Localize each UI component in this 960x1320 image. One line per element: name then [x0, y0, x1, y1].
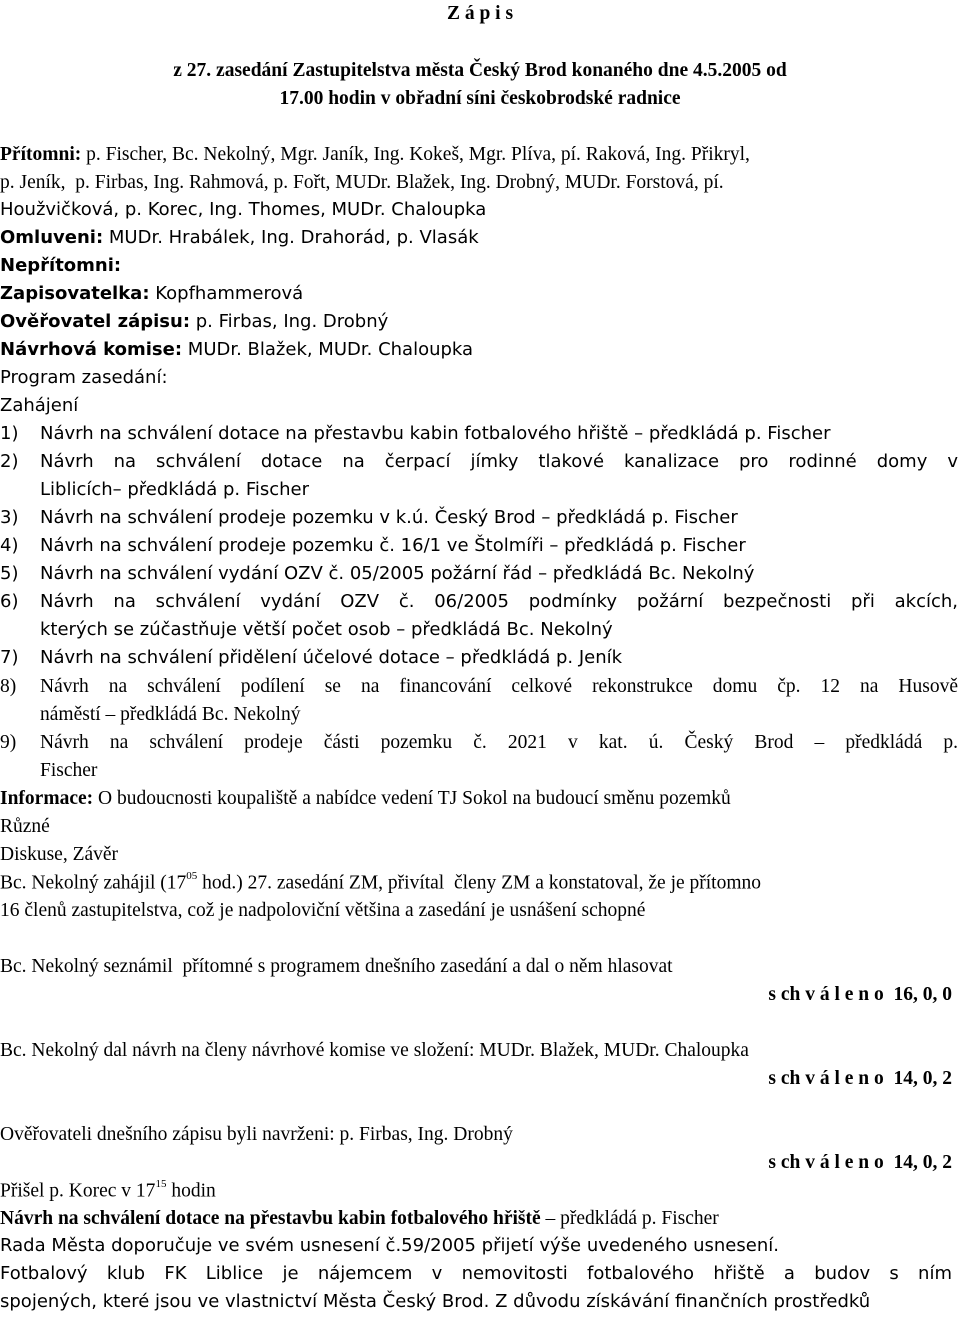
agenda-item: [0, 649, 960, 667]
committee-line: [0, 341, 960, 359]
agenda-number: 8): [0, 676, 17, 697]
verifier-value: p. Firbas, Ing. Drobný: [190, 311, 389, 332]
agenda-item: [0, 565, 960, 583]
misc-item: Různé: [0, 816, 50, 837]
info-label: Informace:: [0, 788, 94, 809]
info-line: [0, 789, 960, 809]
document-subtitle-line1: z 27. zasedání Zastupitelstva města Český Brod konaného dne 4.5.2005 od: [173, 60, 787, 81]
arrival-line: Přišel p. Korec v $17^{15}$ hodin: [0, 1178, 216, 1202]
present-line2: p. Jeník, p. Firbas, Ing. Rahmová, p. Fořt, MUDr. Blažek, Ing. Drobný, MUDr. Forstová, pí.: [0, 172, 724, 193]
vote3-text: Ověřovateli dnešního zápisu byli navrženi: p. Firbas, Ing. Drobný: [0, 1124, 513, 1145]
agenda-number: 2): [0, 451, 19, 472]
recorder-line: [0, 285, 960, 303]
agenda-item: [0, 733, 960, 753]
club-paragraph-line1: Fotbalový klub FK Liblice je nájemcem v nemovitosti fotbalového hřiště a budov s ním: [0, 1263, 952, 1284]
agenda-text: Liblicích– předkládá p. Fischer: [40, 479, 310, 500]
agenda-item-continued: [0, 621, 960, 639]
vote2-text: Bc. Nekolný dal návrh na členy návrhové komise ve složení: MUDr. Blažek, MUDr. Chaloupka: [0, 1040, 749, 1061]
agenda-text: Návrh na schválení přidělení účelové dotace – předkládá p. Jeník: [40, 647, 623, 668]
present-line1: [0, 145, 960, 165]
agenda-text: Návrh na schválení vydání OZV č. 06/2005 podmínky požární bezpečnosti při akcích,: [40, 591, 958, 612]
vote3-result: s ch v á l e n o 14, 0, 2: [768, 1152, 952, 1173]
opening-paragraph-line2: 16 členů zastupitelstva, což je nadpoloviční většina a zasedání je usnášení schopné: [0, 900, 646, 921]
agenda-text: Fischer: [40, 760, 98, 781]
agenda-item: [0, 453, 960, 471]
present-label: Přítomni:: [0, 144, 82, 165]
agenda-number: 4): [0, 535, 19, 556]
agenda-item-continued: [0, 705, 960, 725]
agenda-number: 3): [0, 507, 19, 528]
opening-item: Zahájení: [0, 395, 79, 416]
agenda-number: 7): [0, 647, 19, 668]
agenda-text: Návrh na schválení dotace na přestavbu kabin fotbalového hřiště – předkládá p. Fischer: [40, 423, 831, 444]
item1-heading-rest: – předkládá p. Fischer: [540, 1208, 719, 1229]
absent-label: Nepřítomni:: [0, 255, 122, 276]
present-value-1: p. Fischer, Bc. Nekolný, Mgr. Janík, Ing. Kokeš, Mgr. Plíva, pí. Raková, Ing. Přikryl,: [81, 144, 750, 165]
time-superscript: 05: [186, 870, 198, 882]
time-superscript: 15: [155, 1178, 167, 1190]
excused-value: MUDr. Hrabálek, Ing. Drahorád, p. Vlasák: [103, 227, 479, 248]
document-subtitle-line2: 17.00 hodin v obřadní síni českobrodské radnice: [279, 88, 681, 109]
item1-heading-bold: Návrh na schválení dotace na přestavbu kabin fotbalového hřiště: [0, 1208, 541, 1229]
recorder-label: Zapisovatelka:: [0, 283, 150, 304]
verifier-label: Ověřovatel zápisu:: [0, 311, 191, 332]
committee-value: MUDr. Blažek, MUDr. Chaloupka: [182, 339, 474, 360]
excused-label: Omluveni:: [0, 227, 104, 248]
document-title: Z á p i s: [446, 3, 514, 24]
agenda-text: Návrh na schválení prodeje pozemku v k.ú. Český Brod – předkládá p. Fischer: [40, 507, 738, 528]
agenda-item-continued: [0, 481, 960, 499]
vote2-result: s ch v á l e n o 14, 0, 2: [768, 1068, 952, 1089]
info-value: O budoucnosti koupaliště a nabídce vedení TJ Sokol na budoucí směnu pozemků: [93, 788, 731, 809]
agenda-item: [0, 425, 960, 443]
program-label: Program zasedání:: [0, 367, 168, 388]
agenda-number: 1): [0, 423, 19, 444]
agenda-number: 6): [0, 591, 19, 612]
agenda-item: [0, 509, 960, 527]
agenda-text: kterých se zúčastňuje větší počet osob – předkládá Bc. Nekolný: [40, 619, 613, 640]
recorder-value: Kopfhammerová: [149, 283, 304, 304]
agenda-text: Návrh na schválení dotace na čerpací jímky tlakové kanalizace pro rodinné domy v: [40, 451, 958, 472]
vote1-text: Bc. Nekolný seznámil přítomné s programem dnešního zasedání a dal o něm hlasovat: [0, 956, 673, 977]
agenda-item-continued: [0, 761, 960, 781]
agenda-text: Návrh na schválení prodeje části pozemku č. 2021 v kat. ú. Český Brod – předkládá p.: [40, 732, 958, 753]
verifier-line: [0, 313, 960, 331]
item1-heading: [0, 1209, 960, 1229]
committee-label: Návrhová komise:: [0, 339, 183, 360]
agenda-number: 5): [0, 563, 19, 584]
club-paragraph-line2: spojených, které jsou ve vlastnictví Města Český Brod. Z důvodu získávání finančních prostředků: [0, 1291, 871, 1312]
agenda-text: Návrh na schválení podílení se na financování celkové rekonstrukce domu čp. 12 na Husově: [40, 676, 958, 697]
agenda-item: [0, 537, 960, 555]
present-line3: Houžvičková, p. Korec, Ing. Thomes, MUDr. Chaloupka: [0, 199, 487, 220]
opening-paragraph-line1: Bc. Nekolný zahájil ($17^{05}$ hod.) 27. zasedání ZM, přivítal členy ZM a konstatoval, že je přítomno: [0, 870, 762, 894]
excused-line: [0, 229, 960, 247]
agenda-item: [0, 677, 960, 697]
vote1-result: s ch v á l e n o 16, 0, 0: [768, 984, 952, 1005]
agenda-item: [0, 593, 960, 611]
council-recommendation: Rada Města doporučuje ve svém usnesení č.59/2005 přijetí výše uvedeného usnesení.: [0, 1235, 779, 1256]
agenda-number: 9): [0, 732, 17, 753]
agenda-text: Návrh na schválení prodeje pozemku č. 16/1 ve Štolmíři – předkládá p. Fischer: [40, 535, 746, 556]
agenda-text: náměstí – předkládá Bc. Nekolný: [40, 704, 301, 725]
agenda-text: Návrh na schválení vydání OZV č. 05/2005 požární řád – předkládá Bc. Nekolný: [40, 563, 755, 584]
discussion-item: Diskuse, Závěr: [0, 844, 119, 865]
